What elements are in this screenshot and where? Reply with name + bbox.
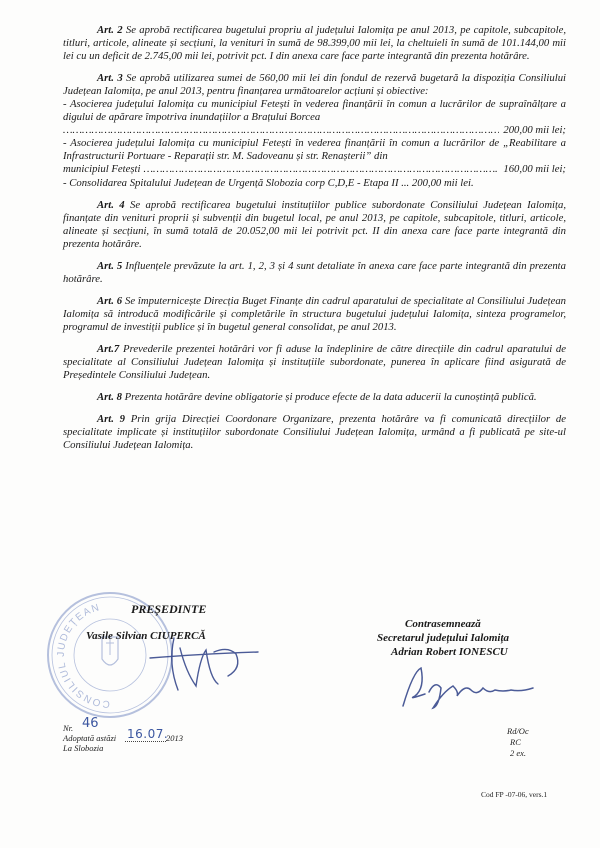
article-2 — [63, 24, 566, 63]
secretary-title: Secretarul județului Ialomița — [377, 632, 510, 644]
article-4-label: Art. 4 — [97, 198, 125, 211]
president-signature — [140, 628, 270, 698]
stamp-text: CONSILIUL JUDEȚEAN — [55, 602, 111, 710]
article-5 — [63, 260, 566, 286]
article-3-item-2-amount: 160,00 mii lei; — [503, 163, 566, 176]
article-7 — [63, 343, 566, 382]
article-3-text: Se aprobă utilizarea sumei de 560,00 mii lei din fondul de rezervă bugetară la dispoziția Consiliului Județean Ialomița, pe anul 2013, pentru finanțarea următoarelor acțiuni și obiective: — [63, 72, 567, 98]
article-6 — [63, 295, 566, 334]
adopted-year: 2013 — [166, 733, 183, 743]
article-9 — [63, 413, 566, 452]
reference-initials-1: Rd/Oc — [507, 726, 529, 736]
reference-initials-2: RC — [510, 737, 521, 747]
decision-body — [63, 24, 566, 461]
article-6-label: Art. 6 — [97, 294, 123, 307]
article-4 — [63, 199, 566, 251]
adopted-date: 16.07. — [127, 727, 169, 741]
article-9-label: Art. 9 — [97, 413, 125, 426]
article-5-label: Art. 5 — [97, 259, 123, 272]
countersign-label: Contrasemnează — [405, 618, 481, 630]
article-3-item-1-amount-line — [63, 124, 566, 137]
president-title: PREȘEDINTE — [131, 602, 207, 616]
dot-leader — [143, 163, 499, 176]
article-3-item-3: - Consolidarea Spitalului Județean de Urgență Slobozia corp C,D,E - Etapa II ... 200,00 mii lei. — [63, 176, 474, 189]
article-9-text: Prin grija Direcției Coordonare Organizare, prezenta hotărâre va fi comunicată direcțiilor de specialitate implicate și instituțiilor subordonate Consiliului Județean Ialomița, urmând a fi publicată pe site-ul Consiliului Județean Ialomița. — [63, 413, 566, 452]
article-7-label: Art.7 — [97, 342, 120, 355]
number-label: Nr. — [63, 723, 74, 733]
president-name: Vasile Silvian CIUPERCĂ — [86, 630, 206, 642]
article-2-text: Se aprobă rectificarea bugetului propriu al județului Ialomița pe anul 2013, pe capitole, subcapitole, titluri, articole, alineate și secțiuni, la venituri în sumă de 98.399,00 mii lei, la cheltuieli în sumă de 101.144,00 mii lei cu un deficit de 2.745,00 mii lei, potrivit pct. I din anexa care face parte integrantă din prezenta hotărâre. — [63, 24, 567, 63]
form-code: Cod FP -07-06, vers.1 — [481, 790, 548, 799]
article-6-text: Se împuternicește Direcția Buget Finanțe din cadrul aparatului de specialitate al Consiliului Județean Ialomița să introducă modificările și completările în structura bugetului județului Ialomița, sinteza programelor, programul de investiții publice și în bugetul general consolidat, pe anul 2013. — [63, 294, 567, 333]
secretary-signature — [395, 662, 545, 712]
date-dotted-line — [125, 741, 166, 742]
article-3-item-2: - Asocierea județului Ialomița cu municipiul Fetești în vederea finanțării în comun a lucrărilor de „Reabilitare a Infrastructurii Portuare - Reparații str. M. Sadoveanu și str. Renașterii” din — [63, 137, 566, 163]
copies-count: 2 ex. — [510, 748, 527, 758]
article-3-item-1: - Asocierea județului Ialomița cu municipiul Fetești în vederea finanțării în comun a lucrărilor de supraînălțare a digului de apărare împotriva inundațiilor a Brațului Borcea — [63, 98, 566, 124]
article-3-item-2-amount-line — [63, 163, 566, 176]
adopted-label: Adoptată astăzi — [63, 733, 117, 743]
secretary-name: Adrian Robert IONESCU — [391, 646, 508, 658]
article-4-text: Se aprobă rectificarea bugetului instituțiilor publice subordonate Consiliului Județean Ialomița, finanțate din venituri proprii și subvenții din bugetul local, pe anul 2013, pe capitole, subcapitole, titluri, articole, alineate și secțiuni, în sumă totală de 20.052,00 mii lei potrivit pct. II din anexa care face parte integrantă din prezenta hotărâre. — [63, 198, 567, 250]
article-8-text: Prezenta hotărâre devine obligatorie și produce efecte de la data aducerii la cunoștință publică. — [124, 391, 537, 404]
article-7-text: Prevederile prezentei hotărâri vor fi aduse la îndeplinire de către direcțiile din cadrul aparatului de specialitate al Consiliului Județean Ialomița și instituțiile subordonate, punerea în aplicare fiind asigurată de Președintele Consiliului Județean. — [63, 342, 567, 382]
article-8 — [63, 391, 566, 404]
article-3-item-2-tail: municipiul Fetești — [63, 163, 141, 176]
article-2-label: Art. 2 — [97, 24, 123, 36]
place: La Slobozia — [63, 743, 104, 753]
article-3-item-1-amount: 200,00 mii lei; — [503, 124, 566, 137]
article-5-text: Influențele prevăzute la art. 1, 2, 3 și 4 sunt detaliate în anexa care face parte integrantă din prezenta hotărâre. — [63, 259, 567, 285]
dot-leader — [63, 124, 499, 137]
article-3 — [63, 72, 566, 98]
article-3-label: Art. 3 — [97, 72, 123, 85]
decision-number: 46 — [82, 716, 99, 731]
article-8-label: Art. 8 — [97, 391, 122, 404]
